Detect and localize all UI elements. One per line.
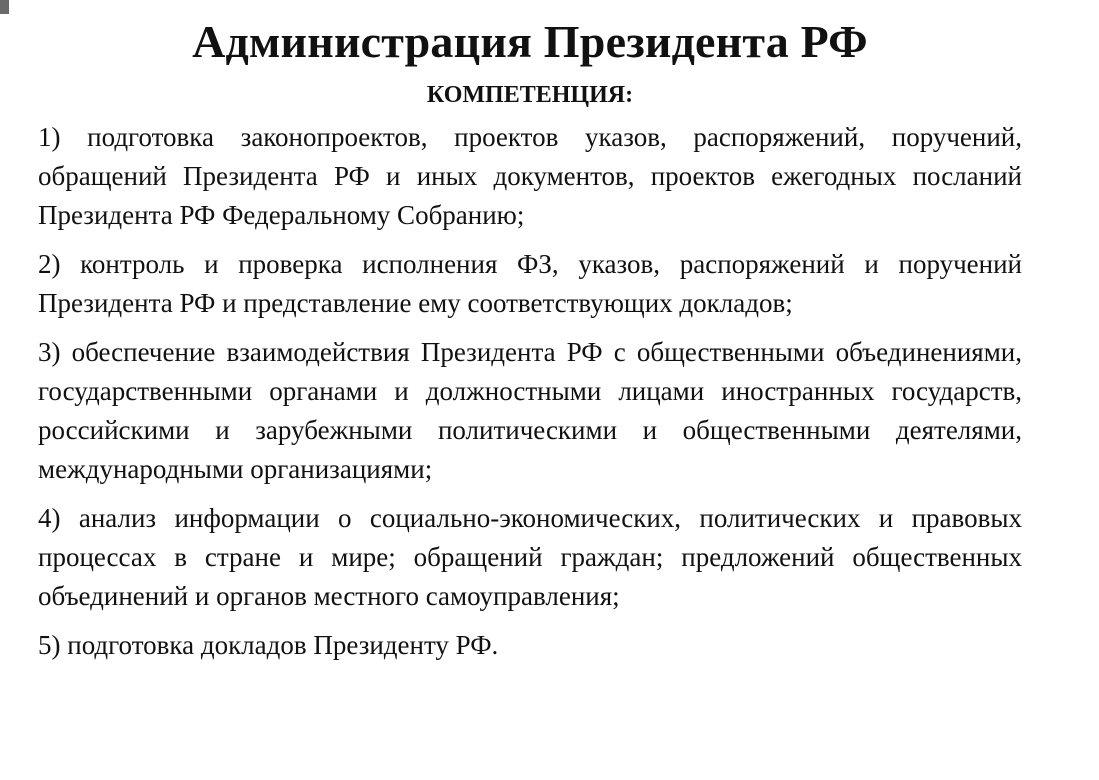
corner-mark [0, 0, 9, 14]
competence-list [38, 118, 1022, 665]
competence-item-4: 4) анализ информации о социально-экономических, политических и правовых процессах в стране и мире; обращений граждан; предложений общественных объединений и органов местного самоуправления; [38, 503, 1022, 611]
competence-item-2: 2) контроль и проверка исполнения ФЗ, указов, распоряжений и поручений Президента РФ и представление ему соответствующих докладов; [38, 249, 1022, 318]
slide-subtitle: КОМПЕТЕНЦИЯ: [426, 82, 634, 108]
slide [38, 10, 1022, 675]
competence-item-5: 5) подготовка докладов Президенту РФ. [38, 630, 499, 660]
competence-item-3: 3) обеспечение взаимодействия Президента РФ с общественными объединениями, государственными органами и должностными лицами иностранных государств, российскими и зарубежными политическими и общественными деятелями, международными организациями; [38, 337, 1022, 484]
slide-title: Администрация Президента РФ [192, 16, 868, 67]
competence-item-1: 1) подготовка законопроектов, проектов указов, распоряжений, поручений, обращений Президента РФ и иных документов, проектов ежегодных посланий Президента РФ Федеральному Собранию; [38, 122, 1022, 230]
